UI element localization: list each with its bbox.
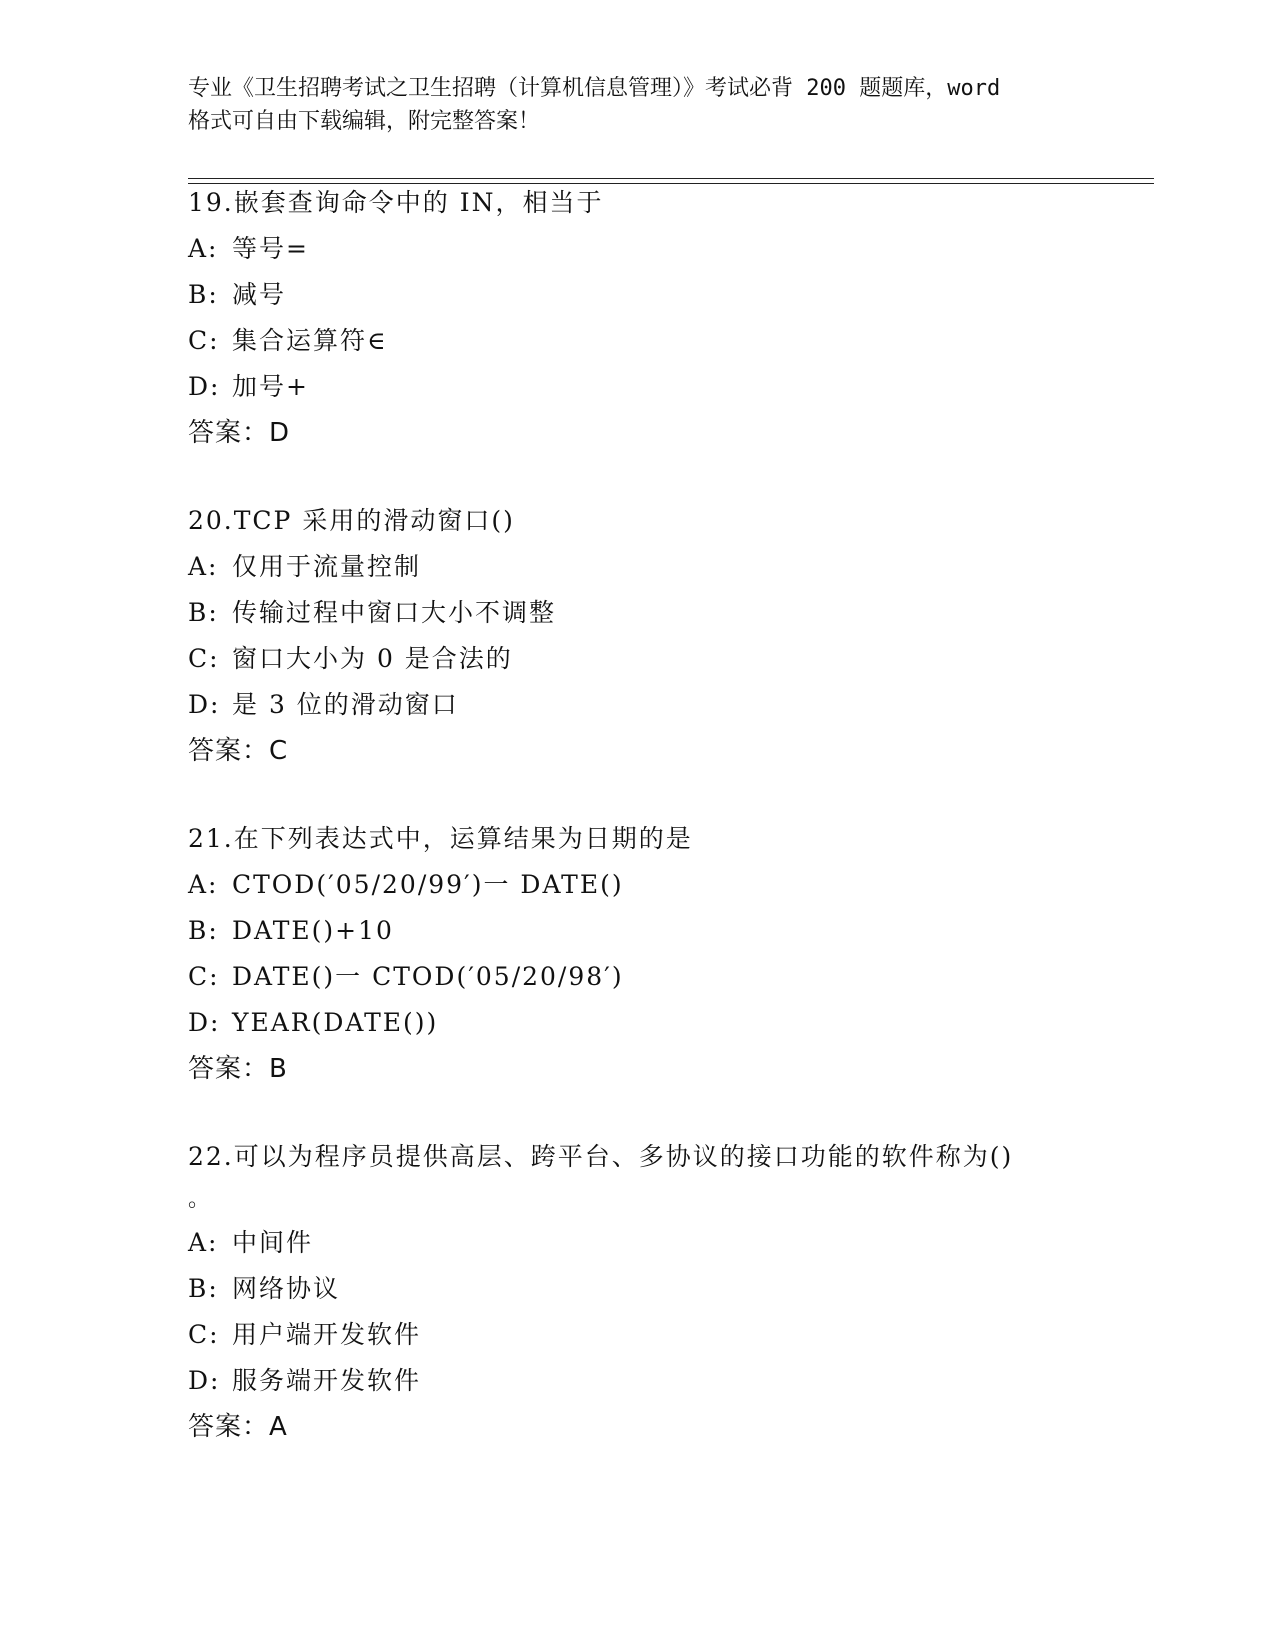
option-text: 是 3 位的滑动窗口 xyxy=(232,690,459,719)
option-text: CTOD(′05/20/99′)一 DATE() xyxy=(232,870,624,899)
header-line-1: 专业《卫生招聘考试之卫生招聘（计算机信息管理）》考试必背 200 题题库，word xyxy=(188,76,1001,101)
option-letter: B: xyxy=(188,1274,219,1303)
option-text: 窗口大小为 0 是合法的 xyxy=(232,644,513,673)
option-letter: A: xyxy=(188,234,219,263)
answer-label: 答案：B xyxy=(188,1054,288,1084)
option-letter: D: xyxy=(188,1008,221,1037)
option-text: 传输过程中窗口大小不调整 xyxy=(232,598,557,627)
question-stem-continuation: 。 xyxy=(188,1187,211,1212)
option-text: 加号+ xyxy=(232,372,309,401)
option-b xyxy=(188,272,1088,318)
option-letter: D: xyxy=(188,1366,221,1395)
answer-label: 答案：C xyxy=(188,736,289,766)
question-stem: 19.嵌套查询命令中的 IN，相当于 xyxy=(188,188,604,217)
question-stem: 21.在下列表达式中，运算结果为日期的是 xyxy=(188,824,693,853)
question-stem: 20.TCP 采用的滑动窗口() xyxy=(188,506,515,535)
option-letter: C: xyxy=(188,1320,220,1349)
option-text: 中间件 xyxy=(232,1228,314,1257)
option-c xyxy=(188,636,1088,682)
option-letter: D: xyxy=(188,372,221,401)
option-letter: B: xyxy=(188,916,219,945)
option-c xyxy=(188,1312,1088,1358)
option-letter: C: xyxy=(188,644,220,673)
option-c xyxy=(188,954,1088,1000)
question-20 xyxy=(188,498,1088,774)
option-text: 集合运算符∈ xyxy=(232,326,388,355)
option-d xyxy=(188,1000,1088,1046)
option-text: DATE()+10 xyxy=(232,916,394,945)
option-letter: B: xyxy=(188,280,219,309)
option-text: 仅用于流量控制 xyxy=(232,552,422,581)
option-letter: A: xyxy=(188,870,219,899)
option-text: 服务端开发软件 xyxy=(232,1366,422,1395)
option-a xyxy=(188,544,1088,590)
question-stem: 22.可以为程序员提供高层、跨平台、多协议的接口功能的软件称为() xyxy=(188,1142,1014,1171)
option-letter: A: xyxy=(188,552,219,581)
header-line-2: 格式可自由下载编辑，附完整答案！ xyxy=(188,109,541,134)
option-letter: C: xyxy=(188,326,220,355)
document-header xyxy=(188,72,1088,138)
option-a xyxy=(188,226,1088,272)
question-22 xyxy=(188,1134,1088,1450)
option-b xyxy=(188,908,1088,954)
option-text: 用户端开发软件 xyxy=(232,1320,422,1349)
option-c xyxy=(188,318,1088,364)
option-b xyxy=(188,590,1088,636)
answer-label: 答案：A xyxy=(188,1412,288,1442)
option-text: 等号= xyxy=(232,234,309,263)
question-19 xyxy=(188,180,1088,456)
option-letter: A: xyxy=(188,1228,219,1257)
option-a xyxy=(188,1220,1088,1266)
option-b xyxy=(188,1266,1088,1312)
option-text: 网络协议 xyxy=(232,1274,341,1303)
question-21 xyxy=(188,816,1088,1092)
option-text: 减号 xyxy=(232,280,287,309)
option-letter: B: xyxy=(188,598,219,627)
option-a xyxy=(188,862,1088,908)
option-letter: D: xyxy=(188,690,221,719)
option-text: YEAR(DATE()) xyxy=(232,1008,439,1037)
answer-label: 答案：D xyxy=(188,418,291,448)
option-d xyxy=(188,364,1088,410)
option-text: DATE()一 CTOD(′05/20/98′) xyxy=(232,962,624,991)
option-d xyxy=(188,682,1088,728)
option-letter: C: xyxy=(188,962,220,991)
header-divider-top xyxy=(188,178,1154,179)
option-d xyxy=(188,1358,1088,1404)
